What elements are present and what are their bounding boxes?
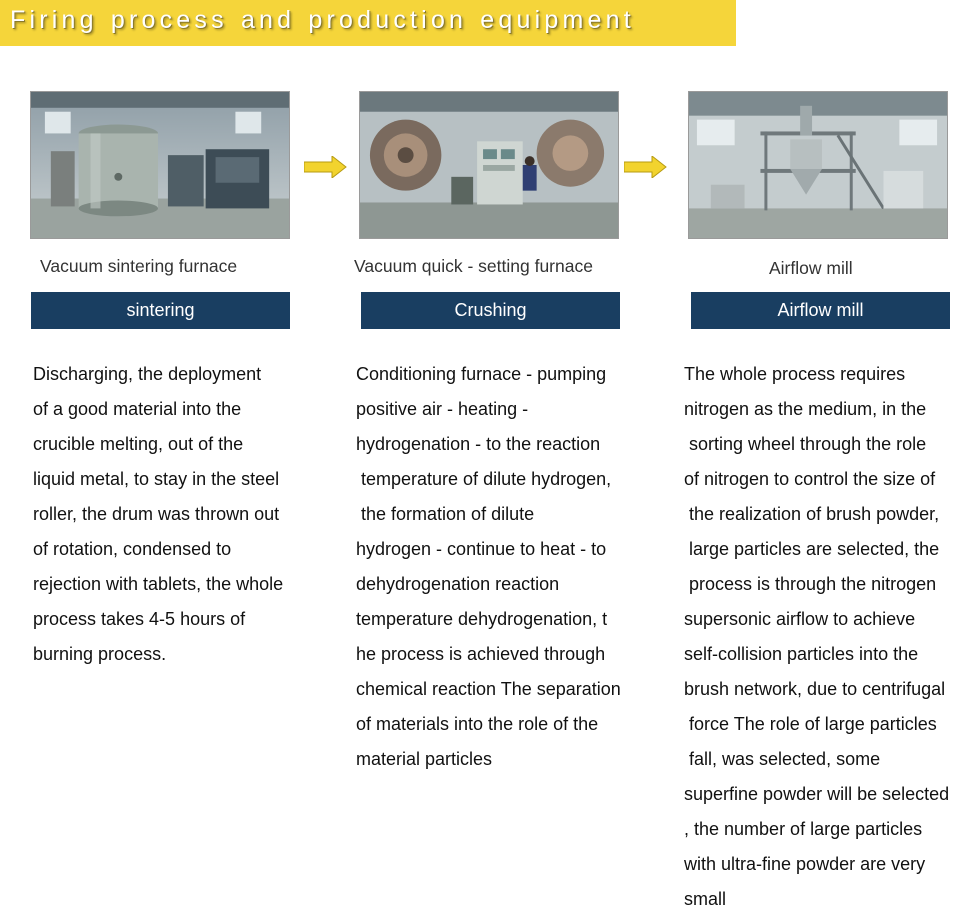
airflow-mill-photo xyxy=(688,91,948,239)
vacuum-sintering-furnace-photo xyxy=(30,91,290,239)
description-line: positive air - heating - xyxy=(356,399,529,419)
description-line: Discharging, the deployment xyxy=(33,364,262,384)
description-line: hydrogen - continue to heat - to xyxy=(356,539,607,559)
description-line: process is through the nitrogen xyxy=(684,574,937,594)
description-line: rejection with tablets, the whole xyxy=(33,574,284,594)
description-line: Conditioning furnace - pumping xyxy=(356,364,607,384)
caption-vacuum-sintering-furnace: Vacuum sintering furnace xyxy=(40,256,238,276)
caption-vacuum-quick-setting-furnace: Vacuum quick - setting furnace xyxy=(354,256,593,276)
description-line: brush network, due to centrifugal xyxy=(684,679,946,699)
title-bar xyxy=(0,0,736,46)
description-line: burning process. xyxy=(33,644,167,664)
description-line: nitrogen as the medium, in the xyxy=(684,399,927,419)
arrow-right-icon xyxy=(304,156,348,178)
description-line: material particles xyxy=(356,749,493,769)
description-line: with ultra-fine powder are very xyxy=(684,854,926,874)
caption-airflow-mill: Airflow mill xyxy=(769,258,853,278)
description-line: liquid metal, to stay in the steel xyxy=(33,469,280,489)
description-line: crucible melting, out of the xyxy=(33,434,244,454)
description-line: supersonic airflow to achieve xyxy=(684,609,916,629)
description-line: force The role of large particles xyxy=(684,714,937,734)
step-label-crushing: Crushing xyxy=(361,292,620,329)
step-label-airflow-mill: Airflow mill xyxy=(691,292,950,329)
description-line: superfine powder will be selected xyxy=(684,784,950,804)
description-airflow-mill xyxy=(684,357,949,917)
description-line: temperature dehydrogenation, t xyxy=(356,609,608,629)
vacuum-quick-setting-furnace-photo xyxy=(359,91,619,239)
description-line: small xyxy=(684,889,727,909)
description-line: he process is achieved through xyxy=(356,644,606,664)
description-line: process takes 4-5 hours of xyxy=(33,609,246,629)
description-line: of a good material into the xyxy=(33,399,242,419)
description-line: chemical reaction The separation xyxy=(356,679,621,699)
description-line: dehydrogenation reaction xyxy=(356,574,560,594)
description-line: the formation of dilute xyxy=(356,504,535,524)
description-line: hydrogenation - to the reaction xyxy=(356,434,601,454)
description-line: self-collision particles into the xyxy=(684,644,919,664)
description-sintering xyxy=(33,357,283,672)
description-line: large particles are selected, the xyxy=(684,539,940,559)
description-line: the realization of brush powder, xyxy=(684,504,940,524)
description-line: fall, was selected, some xyxy=(684,749,881,769)
description-line: roller, the drum was thrown out xyxy=(33,504,280,524)
page-title: Firing process and production equipment xyxy=(10,6,635,34)
step-label-sintering: sintering xyxy=(31,292,290,329)
description-line: of materials into the role of the xyxy=(356,714,599,734)
description-line: sorting wheel through the role xyxy=(684,434,927,454)
arrow-right-icon xyxy=(624,156,668,178)
description-line: temperature of dilute hydrogen, xyxy=(356,469,612,489)
description-line: The whole process requires xyxy=(684,364,906,384)
description-line: of nitrogen to control the size of xyxy=(684,469,936,489)
description-crushing xyxy=(356,357,621,777)
description-line: of rotation, condensed to xyxy=(33,539,232,559)
description-line: , the number of large particles xyxy=(684,819,923,839)
